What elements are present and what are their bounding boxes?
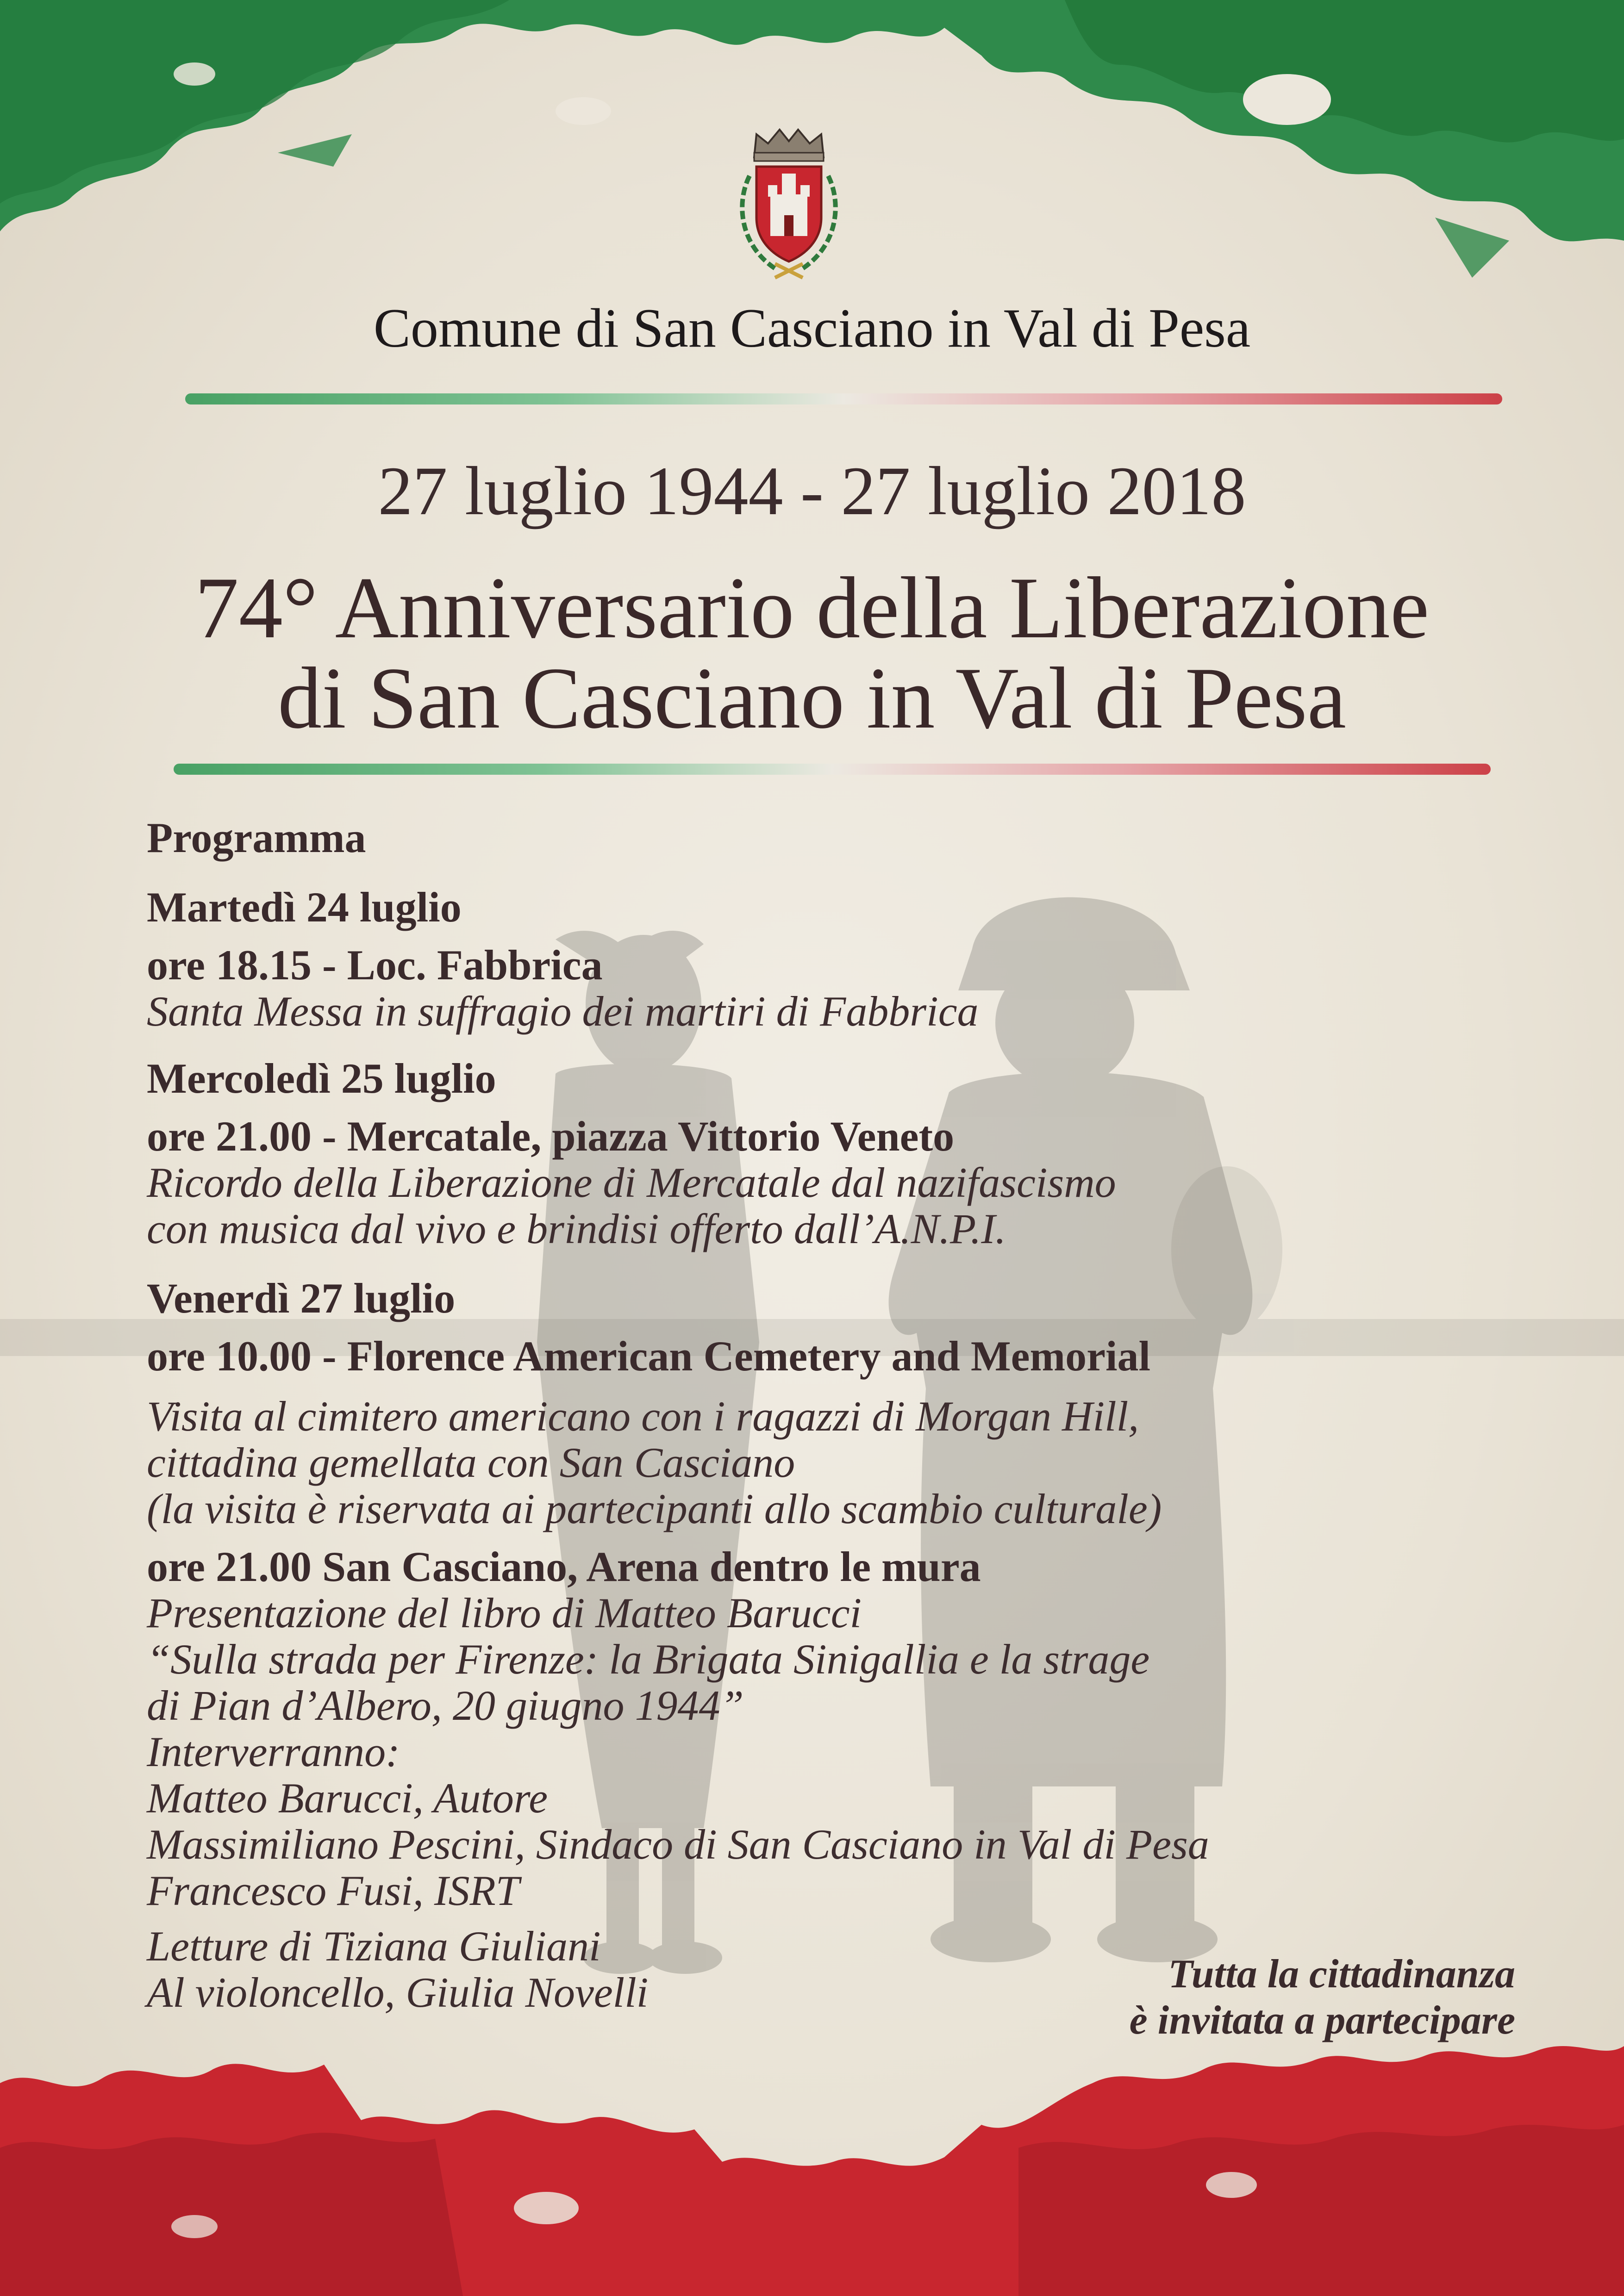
event-description: Ricordo della Liberazione di Mercatale dal nazifascismo [147, 1159, 1116, 1206]
page-title-line-2: di San Casciano in Val di Pesa [278, 650, 1346, 747]
book-title: di Pian d’Albero, 20 giugno 1944” [147, 1682, 744, 1729]
tricolor-divider-bottom [174, 764, 1491, 775]
tricolor-divider-top [185, 393, 1502, 404]
cello-credit: Al violoncello, Giulia Novelli [147, 1969, 649, 2016]
speakers-label: Interverranno: [147, 1728, 400, 1775]
event-description: (la visita è riservata ai partecipanti allo scambio culturale) [147, 1485, 1162, 1532]
day-heading: Martedì 24 luglio [147, 884, 462, 931]
invitation-line-2: è invitata a partecipare [1129, 1998, 1515, 2043]
event-time-place: ore 21.00 San Casciano, Arena dentro le mura [147, 1543, 981, 1590]
reading-credit: Letture di Tiziana Giuliani [147, 1923, 601, 1970]
speaker: Matteo Barucci, Autore [147, 1774, 548, 1822]
event-description: con musica dal vivo e brindisi offerto dall’A.N.P.I. [147, 1205, 1006, 1252]
event-description: Visita al cimitero americano con i ragazzi di Morgan Hill, [147, 1393, 1139, 1440]
event-description: Santa Messa in suffragio dei martiri di Fabbrica [147, 988, 979, 1035]
day-heading: Venerdì 27 luglio [147, 1275, 456, 1322]
programme-heading: Programma [147, 814, 366, 861]
municipality-name: Comune di San Casciano in Val di Pesa [373, 297, 1251, 359]
book-title: “Sulla strada per Firenze: la Brigata Sinigallia e la strage [147, 1636, 1150, 1683]
event-time-place: ore 10.00 - Florence American Cemetery and Memorial [147, 1332, 1151, 1380]
speaker: Francesco Fusi, ISRT [147, 1867, 519, 1914]
invitation-line-1: Tutta la cittadinanza [1168, 1952, 1515, 1997]
event-time-place: ore 18.15 - Loc. Fabbrica [147, 941, 603, 989]
commemoration-dates: 27 luglio 1944 - 27 luglio 2018 [378, 453, 1246, 529]
event-description: Presentazione del libro di Matteo Barucci [147, 1589, 862, 1636]
speaker: Massimiliano Pescini, Sindaco di San Casciano in Val di Pesa [147, 1821, 1209, 1868]
coat-of-arms-icon [724, 125, 854, 287]
event-description: cittadina gemellata con San Casciano [147, 1439, 795, 1486]
page-title-line-1: 74° Anniversario della Liberazione [194, 560, 1430, 657]
event-time-place: ore 21.00 - Mercatale, piazza Vittorio Veneto [147, 1113, 955, 1160]
day-heading: Mercoledì 25 luglio [147, 1055, 496, 1102]
